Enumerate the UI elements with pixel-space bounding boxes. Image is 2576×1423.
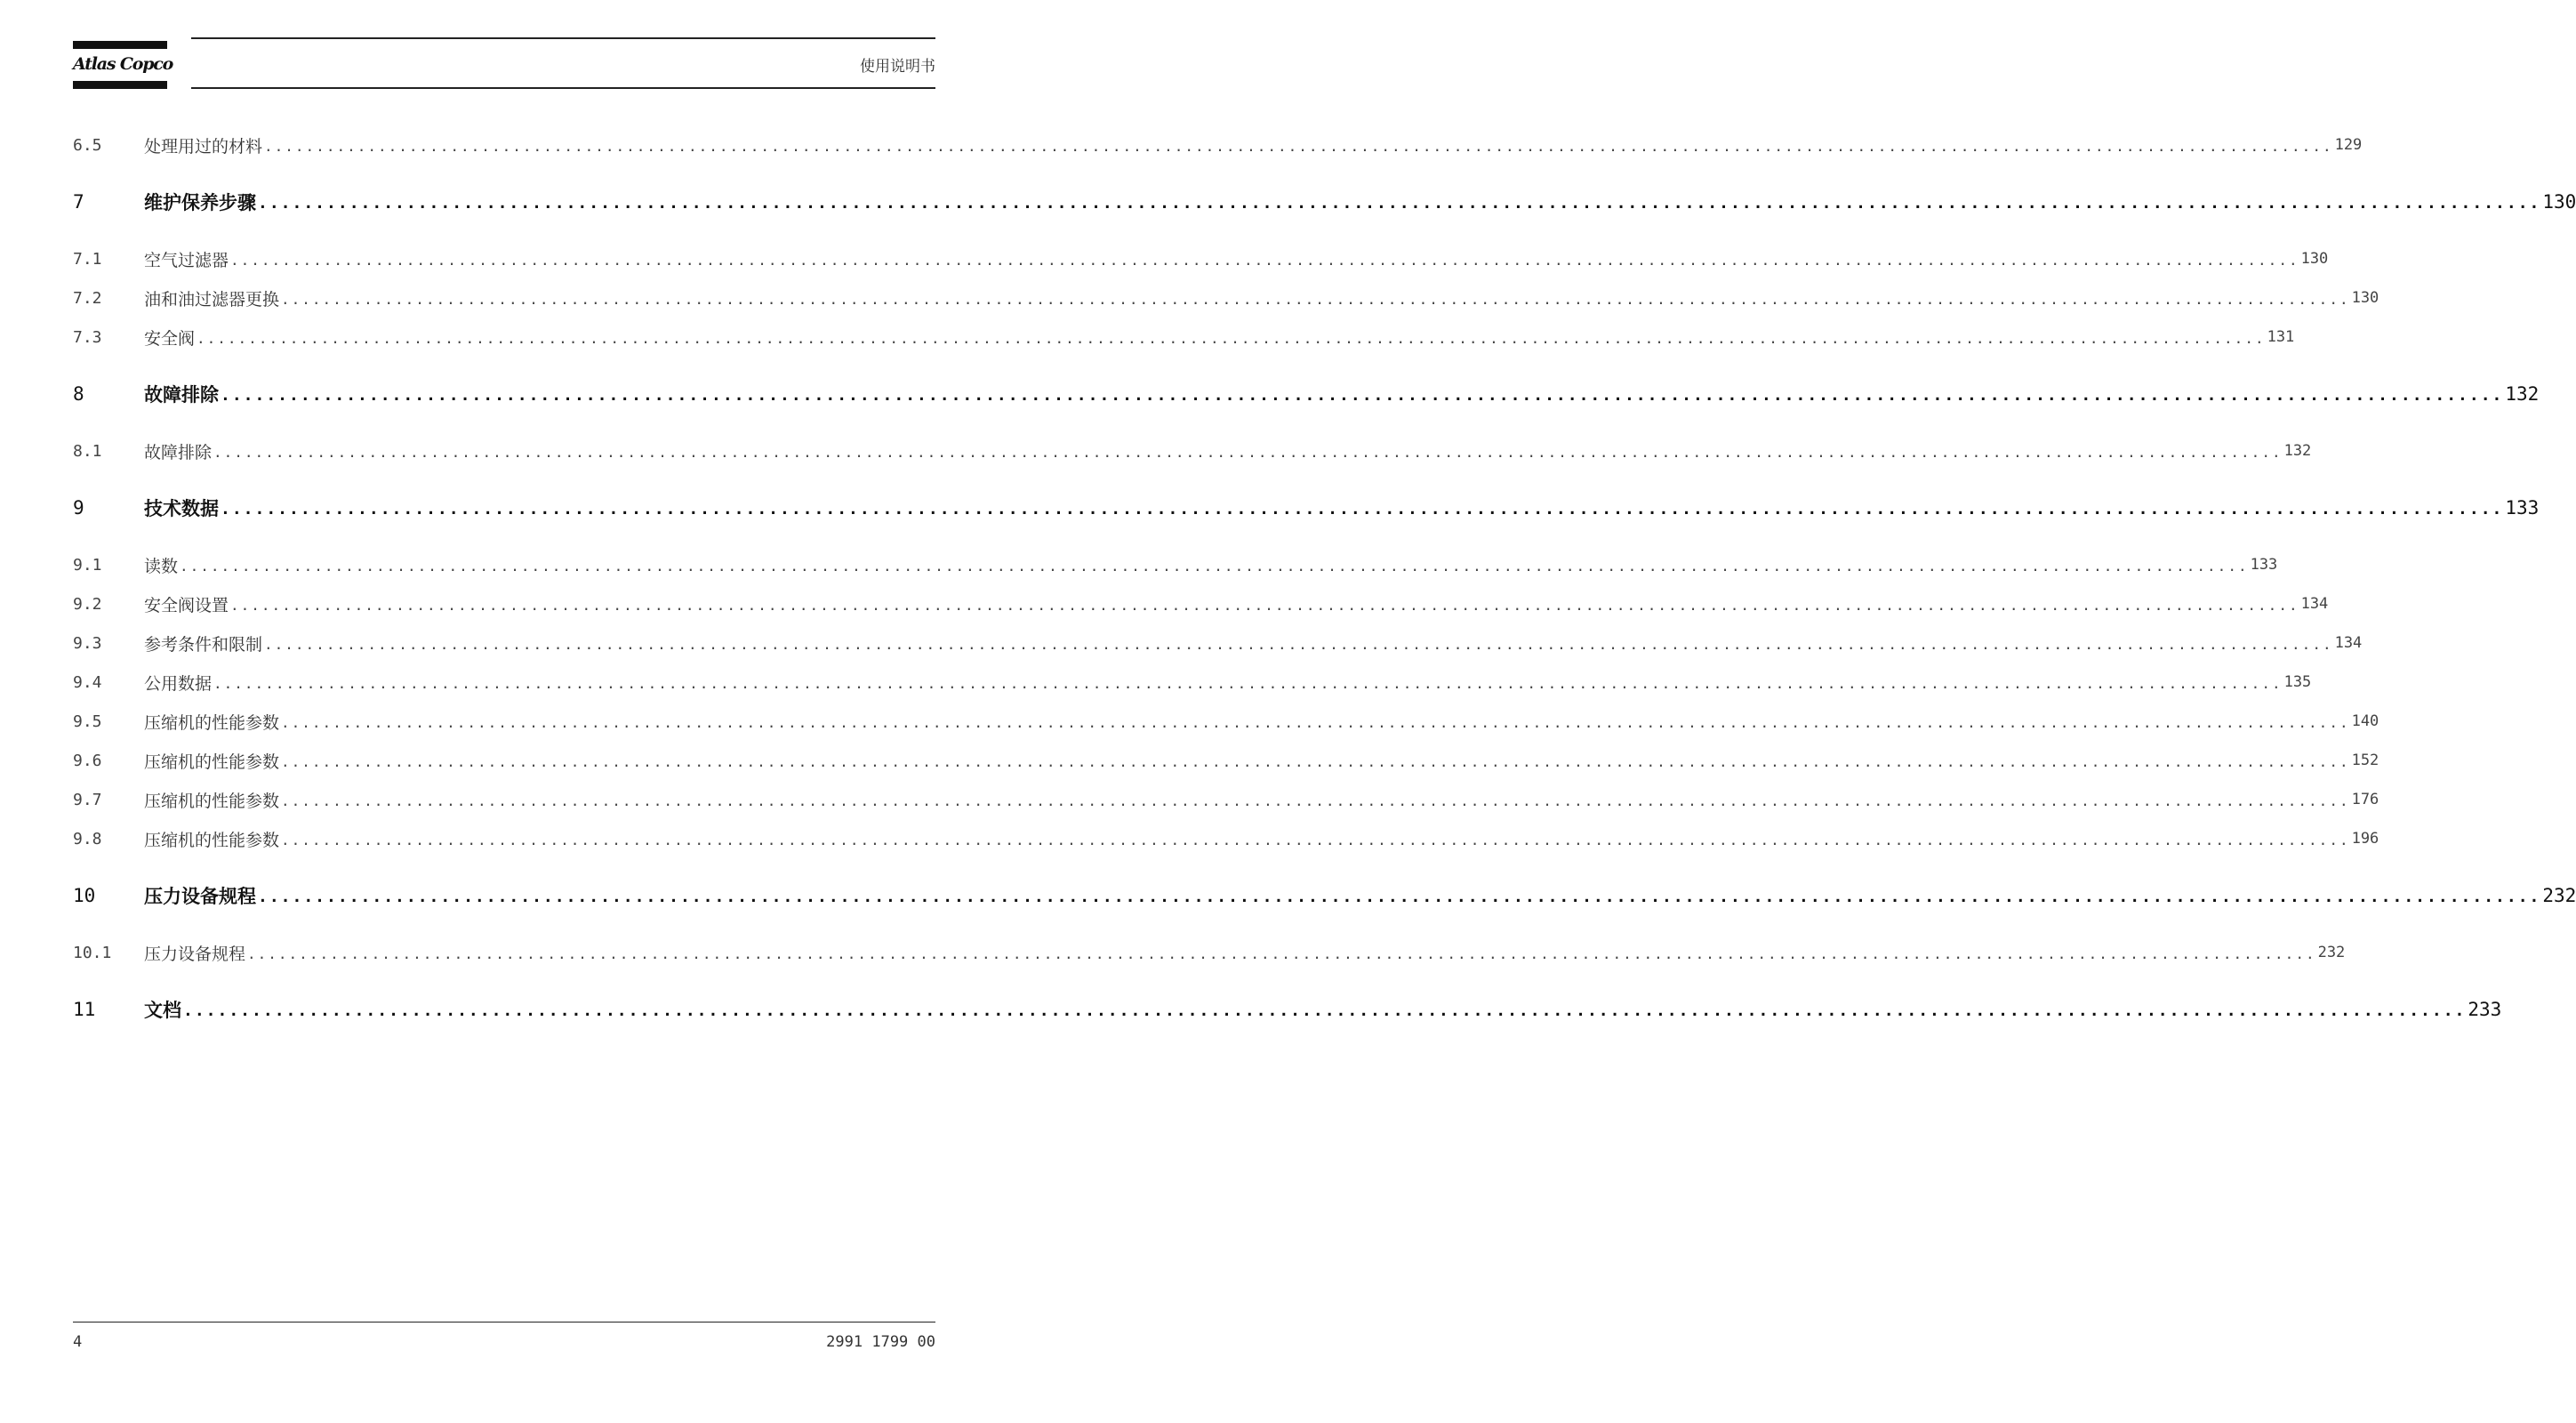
footer-document-code: 2991 1799 00 <box>826 1333 935 1351</box>
logo-bar-top <box>73 41 167 49</box>
toc-entry-title: 读数 <box>144 556 179 576</box>
toc-entry-page: 232 <box>2317 944 2346 961</box>
header-title: 使用说明书 <box>860 58 935 76</box>
toc-entry-number: 9.3 <box>73 633 102 653</box>
toc-entry-title: 文档 <box>144 1000 181 1021</box>
toc-dot-leader: ........................................................................................................................................................................................................ <box>264 137 2333 155</box>
toc-entry[interactable] <box>73 438 2312 464</box>
toc-entry[interactable] <box>73 630 2363 656</box>
logo-wordmark: Atlas Copco <box>73 54 173 74</box>
toc-entry-number: 6.5 <box>73 135 102 155</box>
toc-dot-leader: ........................................................................................................................................................................................................ <box>230 596 2299 614</box>
toc-entry-page: 130 <box>2351 289 2379 307</box>
toc-entry[interactable] <box>73 747 2379 774</box>
toc-entry[interactable] <box>73 285 2379 311</box>
toc-entry-page: 129 <box>2334 136 2363 154</box>
toc-entry-title: 油和油过滤器更换 <box>144 289 280 310</box>
toc-entry-number: 9.1 <box>73 555 102 575</box>
toc-entry-number: 7.3 <box>73 327 102 347</box>
toc-entry-number: 9.6 <box>73 751 102 770</box>
toc-dot-leader: ........................................................................................................................................................................................................ <box>281 713 2350 731</box>
footer-rule <box>73 1322 935 1323</box>
toc-entry-page: 134 <box>2300 595 2329 613</box>
toc-entry[interactable] <box>73 708 2379 735</box>
toc-entry[interactable] <box>73 324 2295 350</box>
logo-bar-bottom <box>73 81 167 89</box>
toc-entry-page: 232 <box>2542 885 2576 906</box>
toc-dot-leader: ........................................................................................................................................................................................................ <box>281 752 2350 770</box>
toc-entry-page: 176 <box>2351 791 2379 808</box>
toc-entry-page: 233 <box>2468 999 2502 1020</box>
toc-entry-title: 技术数据 <box>144 498 219 519</box>
toc-entry-title: 压缩机的性能参数 <box>144 830 280 850</box>
toc-dot-leader: ........................................................................................................................................................................................................ <box>281 831 2350 848</box>
toc-entry-title: 公用数据 <box>144 673 213 694</box>
toc-entry-title: 安全阀 <box>144 328 196 349</box>
toc-entry-number: 9.8 <box>73 829 102 848</box>
toc-dot-leader: ........................................................................................................................................................................................................ <box>281 290 2350 308</box>
toc-dot-leader: ........................................................................................................................................................................................................ <box>213 674 2283 692</box>
toc-entry[interactable] <box>73 189 2576 215</box>
toc-entry-number: 7 <box>73 191 84 213</box>
toc-entry-title: 压缩机的性能参数 <box>144 791 280 811</box>
toc-entry-title: 安全阀设置 <box>144 595 229 615</box>
toc-entry-title: 故障排除 <box>144 384 219 406</box>
toc-entry-page: 130 <box>2542 191 2576 213</box>
toc-entry-page: 134 <box>2334 634 2363 652</box>
toc-dot-leader: ........................................................................................................................................................................................................ <box>281 792 2350 809</box>
toc-entry-page: 133 <box>2505 497 2540 519</box>
toc-entry-number: 9.7 <box>73 790 102 809</box>
toc-entry-number: 7.1 <box>73 249 102 269</box>
toc-dot-leader: ........................................................................................................................................................................................................ <box>258 193 2541 213</box>
toc-dot-leader: ........................................................................................................................................................................................................ <box>197 329 2266 347</box>
toc-entry-page: 196 <box>2351 830 2379 848</box>
toc-entry-number: 9 <box>73 497 84 519</box>
footer-page-number: 4 <box>73 1333 83 1351</box>
toc-dot-leader: ........................................................................................................................................................................................................ <box>221 385 2504 405</box>
toc-entry-title: 处理用过的材料 <box>144 136 263 157</box>
toc-dot-leader: ........................................................................................................................................................................................................ <box>264 635 2333 653</box>
toc-entry-page: 152 <box>2351 752 2379 769</box>
toc-entry-title: 压缩机的性能参数 <box>144 752 280 772</box>
toc-dot-leader: ........................................................................................................................................................................................................ <box>180 557 2249 575</box>
toc-dot-leader: ........................................................................................................................................................................................................ <box>247 945 2316 962</box>
toc-entry-title: 压缩机的性能参数 <box>144 712 280 733</box>
toc-entry[interactable] <box>73 786 2379 813</box>
toc-entry-title: 参考条件和限制 <box>144 634 263 655</box>
toc-entry[interactable] <box>73 669 2312 695</box>
toc-entry-page: 132 <box>2505 383 2540 405</box>
toc-entry-number: 9.4 <box>73 672 102 692</box>
toc-entry[interactable] <box>73 996 2502 1023</box>
toc-entry-number: 7.2 <box>73 288 102 308</box>
toc-entry-page: 140 <box>2351 712 2379 730</box>
toc-entry[interactable] <box>73 551 2278 578</box>
toc-entry-title: 空气过滤器 <box>144 250 229 270</box>
header-rule-bottom <box>191 87 935 89</box>
toc-entry[interactable] <box>73 245 2329 272</box>
toc-entry-page: 131 <box>2267 328 2295 346</box>
toc-entry-title: 压力设备规程 <box>144 886 256 907</box>
toc-entry-number: 10 <box>73 885 96 906</box>
toc-entry[interactable] <box>73 381 2540 407</box>
header-rule-top <box>191 37 935 39</box>
toc-dot-leader: ........................................................................................................................................................................................................ <box>221 499 2504 519</box>
toc-entry-page: 133 <box>2250 556 2278 574</box>
toc-entry-page: 132 <box>2283 442 2312 460</box>
toc-entry-number: 10.1 <box>73 943 112 962</box>
atlas-copco-logo <box>73 41 173 89</box>
toc-entry[interactable] <box>73 939 2346 966</box>
toc-entry[interactable] <box>73 132 2363 158</box>
toc-dot-leader: ........................................................................................................................................................................................................ <box>183 1001 2467 1020</box>
toc-entry-number: 8 <box>73 383 84 405</box>
toc-dot-leader: ........................................................................................................................................................................................................ <box>213 443 2283 461</box>
toc-entry-page: 130 <box>2300 250 2329 268</box>
toc-entry-number: 8.1 <box>73 441 102 461</box>
toc-entry-title: 压力设备规程 <box>144 944 246 964</box>
toc-entry-number: 11 <box>73 999 96 1020</box>
toc-entry-number: 9.5 <box>73 712 102 731</box>
toc-entry[interactable] <box>73 591 2329 617</box>
toc-entry-title: 维护保养步骤 <box>144 192 256 213</box>
toc-dot-leader: ........................................................................................................................................................................................................ <box>230 251 2299 269</box>
toc-entry-page: 135 <box>2283 673 2312 691</box>
toc-entry[interactable] <box>73 494 2540 521</box>
toc-entry-title: 故障排除 <box>144 442 213 462</box>
toc-entry-number: 9.2 <box>73 594 102 614</box>
toc-entry[interactable] <box>73 825 2379 852</box>
toc-entry[interactable] <box>73 882 2576 909</box>
toc-dot-leader: ........................................................................................................................................................................................................ <box>258 887 2541 906</box>
